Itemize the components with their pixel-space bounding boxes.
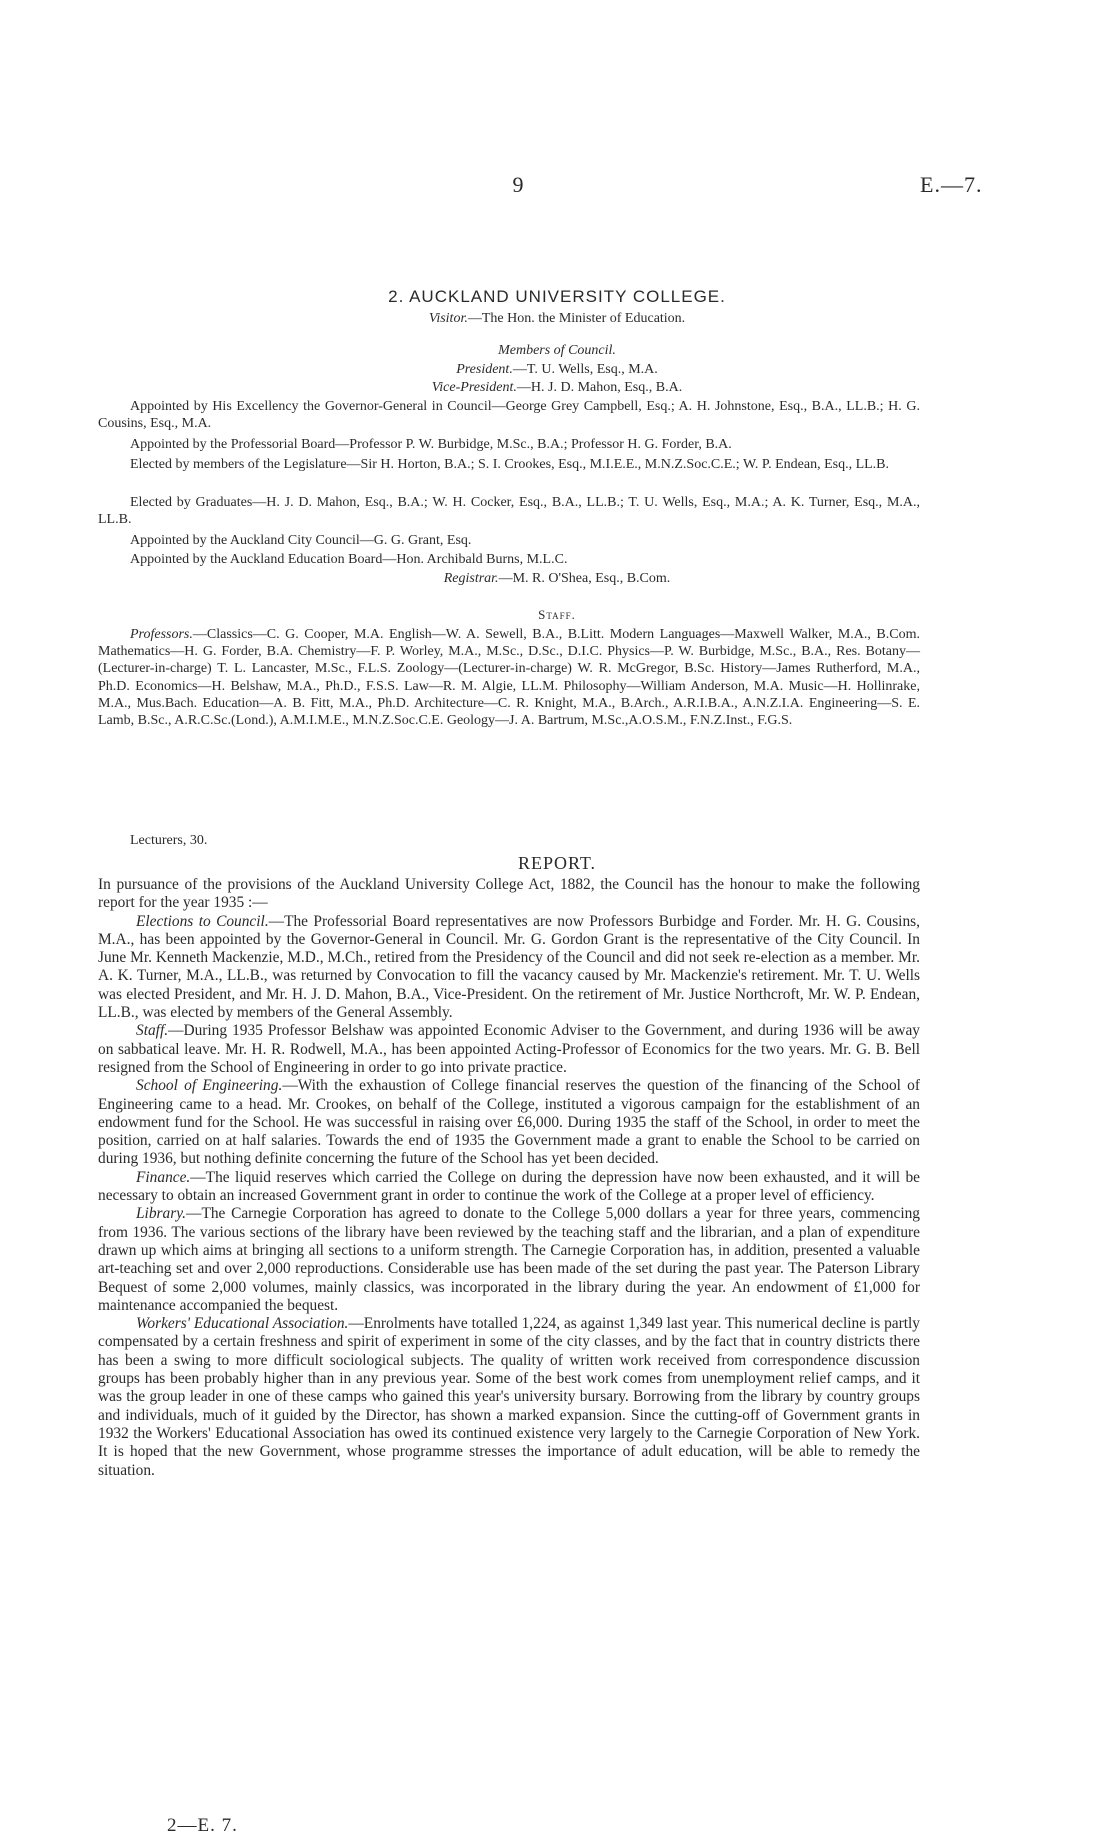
- report-section-engineering: [98, 1077, 920, 1168]
- appointment-city-council: Appointed by the Auckland City Council—G. G. Grant, Esq.: [130, 533, 472, 548]
- professors-list: —Classics—C. G. Cooper, M.A. English—W. A. Sewell, B.A., B.Litt. Modern Languages—Maxwell Walker, M.A., B.Com. Mathematics—H. G. Forder, B.A. Chemistry—F. P. Worley, M.A., M.Sc., D.Sc., D.I.C. Physics—P. W. Burbidge, M.Sc., B.A., Res. Botany—(Lecturer-in-charge) T. L. Lancaster, M.Sc., F.L.S. Zoology—(Lecturer-in-charge) W. R. McGregor, B.Sc. History—James Rutherford, M.A., Ph.D. Economics—H. Belshaw, M.A., Ph.D., F.S.S. Law—R. M. Algie, LL.M. Philosophy—William Anderson, M.A. Music—H. Hollinrake, M.A., Mus.Bach. Education—A. B. Fitt, M.A., Ph.D. Architecture—C. R. Knight, M.A., B.Arch., A.R.I.B.A., A.N.Z.I.A. Engineering—S. E. Lamb, B.Sc., A.R.C.Sc.(Lond.), A.M.I.M.E., M.N.Z.Soc.C.E. Geology—J. A. Bartrum, M.Sc.,A.O.S.M., F.N.Z.Inst., F.G.S.: [98, 627, 920, 729]
- section-title: Workers' Educational Association.: [136, 1315, 349, 1333]
- staff-heading: Staff.: [538, 607, 576, 622]
- footer-signature: 2—E. 7.: [167, 1815, 238, 1836]
- section-text: —The liquid reserves which carried the College on during the depression have now been exhausted, and it will be necessary to obtain an increased Government grant in order to continue the work of the College at a proper level of efficiency.: [98, 1168, 920, 1205]
- vice-president-text: —H. J. D. Mahon, Esq., B.A.: [516, 380, 683, 395]
- report-section-elections: [98, 913, 920, 1023]
- report-section-wea: [98, 1315, 920, 1480]
- professors-label: Professors.: [130, 627, 193, 642]
- report-section-staff: [98, 1022, 920, 1077]
- appointment-governor-general: Appointed by His Excellency the Governor-General in Council—George Grey Campbell, Esq.; A. H. Johnstone, Esq., B.A., LL.B.; H. G. Cousins, Esq., M.A.: [98, 399, 920, 431]
- document-reference: E.—7.: [920, 172, 983, 197]
- president-text: —T. U. Wells, Esq., M.A.: [512, 362, 658, 377]
- registrar-line: [0, 571, 1114, 587]
- staff-professors: [98, 626, 920, 729]
- appointment-graduates: Elected by Graduates—H. J. D. Mahon, Esq., B.A.; W. H. Cocker, Esq., B.A., LL.B.; T. U. Wells, Esq., M.A.; A. K. Turner, Esq., M.A., LL.B.: [98, 495, 920, 527]
- report-heading: REPORT.: [517, 853, 597, 873]
- vice-president-label: Vice-President.: [431, 380, 517, 395]
- section-text: —The Professorial Board representatives are now Professors Burbidge and Forder. Mr. H. G. Cousins, M.A., has been appointed by the Governor-General in Council. Mr. G. Gordon Grant is the representative of the City Council. In June Mr. Kenneth Mackenzie, M.D., M.Ch., retired from the Presidency of the Council and did not seek re-election as a member. Mr. A. K. Turner, M.A., LL.B., was returned by Convocation to fill the vacancy caused by Mr. Mackenzie's retirement. Mr. T. U. Wells was elected President, and Mr. H. J. D. Mahon, B.A., Vice-President. On the retirement of Mr. Justice Northcroft, Mr. W. P. Endean, LL.B., was elected by members of the General Assembly.: [98, 912, 920, 1022]
- report-intro: In pursuance of the provisions of the Auckland University College Act, 1882, the Council has the honour to make the following report for the year 1935 :—: [98, 876, 920, 912]
- section-title: Finance.: [136, 1168, 191, 1186]
- president-line: [0, 362, 1114, 378]
- registrar-label: Registrar.: [443, 571, 499, 586]
- visitor-label: Visitor.: [428, 311, 468, 326]
- visitor-text: —The Hon. the Minister of Education.: [467, 311, 686, 326]
- appointment-legislature: Elected by members of the Legislature—Sir H. Horton, B.A.; S. I. Crookes, Esq., M.I.E.E., M.N.Z.Soc.C.E.; W. P. Endean, Esq., LL.B.: [130, 457, 890, 472]
- section-text: —During 1935 Professor Belshaw was appointed Economic Adviser to the Government, and during 1936 will be away on sabbatical leave. Mr. H. R. Rodwell, M.A., has been appointed Acting-Professor of Economics for the two years. Mr. G. B. Bell resigned from the School of Engineering in order to go into private practice.: [98, 1022, 920, 1076]
- visitor-line: [0, 311, 1114, 327]
- president-label: President.: [456, 362, 513, 377]
- section-text: —The Carnegie Corporation has agreed to donate to the College 5,000 dollars a year for three years, commencing from 1936. The various sections of the library have been reviewed by the teaching staff and the librarian, and a plan of expenditure drawn up which aims at bringing all sections to a uniform strength. The Carnegie Corporation has, in addition, presented a valuable art-teaching set and over 2,000 reproductions. Considerable use has been made of the set during the past year. The Paterson Library Bequest of some 2,000 volumes, mainly classics, was incorporated in the library during the year. An endowment of £1,000 for maintenance accompanied the bequest.: [98, 1205, 920, 1314]
- section-text: —With the exhaustion of College financial reserves the question of the financing of the School of Engineering came to a head. Mr. Crookes, on behalf of the College, instituted a vigorous campaign for the establishment of an endowment fund for the School. He was successful in raising over £6,000. During 1935 the staff of the School, in order to meet the position, carried on at half salaries. Towards the end of 1935 the Government made a grant to enable the School to be carried on during 1936, but nothing definite concerning the future of the School has yet been decided.: [98, 1077, 921, 1168]
- appointment-professorial-board: Appointed by the Professorial Board—Professor P. W. Burbidge, M.Sc., B.A.; Professor H. G. Forder, B.A.: [130, 437, 732, 452]
- council-heading: Members of Council.: [498, 343, 616, 358]
- staff-lecturers: Lecturers, 30.: [130, 833, 208, 848]
- report-section-library: [98, 1205, 920, 1315]
- section-title: Library.: [136, 1205, 187, 1223]
- section-title: Staff.: [136, 1022, 169, 1040]
- registrar-text: —M. R. O'Shea, Esq., B.Com.: [498, 571, 671, 586]
- page-number: 9: [512, 172, 524, 197]
- section-title: School of Engineering.: [136, 1077, 283, 1095]
- appointment-education-board: Appointed by the Auckland Education Board—Hon. Archibald Burns, M.L.C.: [130, 552, 568, 567]
- report-body: [98, 876, 920, 1480]
- college-title: 2. AUCKLAND UNIVERSITY COLLEGE.: [388, 287, 726, 306]
- section-title: Elections to Council.: [136, 912, 269, 930]
- section-text: —Enrolments have totalled 1,224, as against 1,349 last year. This numerical decline is partly compensated by a certain freshness and spirit of experiment in some of the city classes, and by the fact that in country districts there has been a swing to more difficult sociological subjects. The quality of written work received from correspondence discussion groups has been probably higher than in any previous year. Some of the best work comes from unemployment relief camps, and it was the group leader in one of these camps who gained this year's university bursary. Borrowing from the library by country groups and individuals, much of it guided by the Director, has shown a marked expansion. Since the cutting-off of Government grants in 1932 the Workers' Educational Association has owed its continued existence very largely to the Carnegie Corporation of New York. It is hoped that the new Government, whose programme stresses the importance of adult education, will be able to remedy the situation.: [98, 1315, 920, 1479]
- report-section-finance: [98, 1169, 920, 1206]
- vice-president-line: [0, 380, 1114, 396]
